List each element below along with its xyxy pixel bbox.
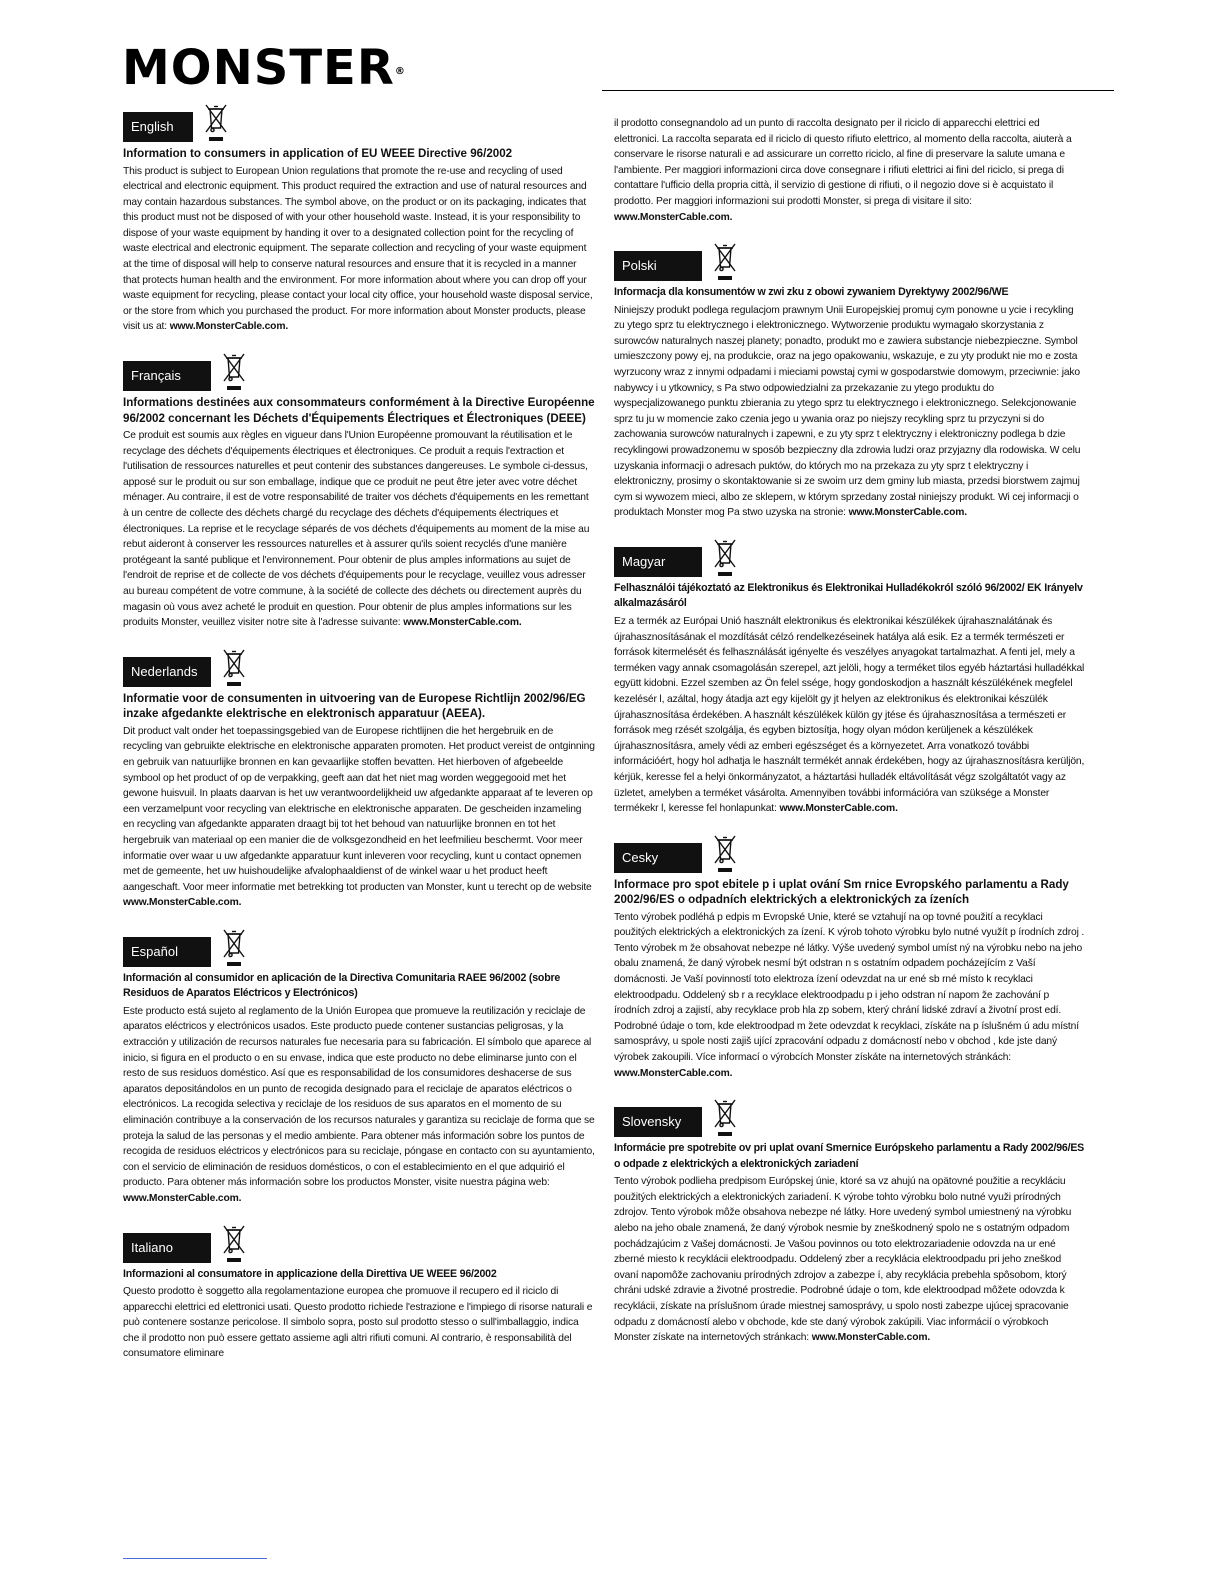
crossed-out-wheelie-bin-icon	[712, 241, 738, 281]
section-body: il prodotto consegnandolo ad un punto di raccolta designato per il riciclo di apparecchi elettrici ed elettronici. La raccolta separata ed il riciclo di questo rifiuto elettrico, al momento della raccolta, aiuterà a conservare le risorse naturali e ad assicurare un corretto riciclo, al fine di preservare la salute umana e l'ambiente. Per maggiori informazioni circa dove consegnare i rifiuti elettrici ai fini del riciclo, si prega di contattare l'ufficio della propria città, il servizio di gestione di rifiuti, o il negozio dove si è acquistato il prodotto. Per maggiori informazioni sui prodotti Monster, si prega di visitare il sito: www.MonsterCable.com.	[614, 118, 1072, 223]
section-title: Informacja dla konsumentów w zwi zku z obowi zywaniem Dyrektywy 2002/96/WE	[614, 286, 1009, 299]
section-body: Questo prodotto è soggetto alla regolamentazione europea che promuove il recupero ed il riciclo di apparecchi elettrici ed elettronici usati. Questo prodotto richiede l'estrazione e l'impiego di risorse naturali e può contenere sostanze pericolose. Il simbolo sopra, posto sul prodotto stesso o sull'imballaggio, indica che il prodotto non può essere gettato assieme agli altri rifiuti comuni. Al contrario, è responsabilità del consumatore eliminare	[123, 1286, 593, 1360]
language-badge-espanol: Español	[123, 937, 211, 967]
header-rule	[602, 90, 1114, 91]
language-badge-magyar: Magyar	[614, 547, 702, 577]
website-link[interactable]: www.MonsterCable.com.	[614, 211, 733, 223]
section-body: Dit product valt onder het toepassingsgebied van de Europese richtlijnen die het hergebruik en de recycling van gebruikte elektrische en elektronische apparaten promoten. Het product vereist de ontginning en gebruik van natuurlijke bronnen en kan gevaarlijke stoffen bevatten. Het hierboven of afgebeelde symbool op het product of op de verpakking, geeft aan dat het niet mag worden weggegooid met het gewone huisvuil. In plaats daarvan is het uw verantwoordelijkheid uw afgedankte apparaat af te leveren op een verzamelpunt voor recycling van elektrische en elektronische apparaten. De gescheiden inzameling en recycling van afgedankte apparaten draagt bij tot het behoud van natuurlijke bronnen en tot het hergebruik van materiaal op een manier die de volksgezondheid en het leefmilieu beschermt. Voor meer informatie over waar u uw afgedankte apparatuur kunt inleveren voor recycling, kunt u contact opnemen met de gemeente, het uw huishoudelijke afvalophaaldienst of de winkel waar u het product heeft aangeschaft. Voor meer informatie met betrekking tot producten van Monster, kunt u terecht op de website www.MonsterCable.com.	[123, 725, 595, 909]
section-title: Felhasználói tájékoztató az Elektronikus és Elektronikai Hulladékokról szóló 96/2002/ EK Irányelv alkalmazásáról	[614, 581, 1083, 610]
language-badge-nederlands: Nederlands	[123, 657, 211, 687]
page-header	[112, 42, 1114, 94]
website-link[interactable]: www.MonsterCable.com.	[811, 1332, 931, 1344]
website-link[interactable]: www.MonsterCable.com.	[169, 321, 289, 333]
section-body: Niniejszy produkt podlega regulacjom prawnym Unii Europejskiej promuj cym ponowne u ycie i recykling zu ytego sprz tu elektrycznego i elektronicznego. Wytworzenie produktu wymagało skorzystania z surowców naturalnych naszej planety; ponadto, produkt mo e zawiera substancje niebezpieczne. Symbol umieszczony powy ej, na produkcie, oraz na jego opakowaniu, wskazuje, e zu yty produkt nie mo e zosta wyrzucony wraz z innymi odpadami i mieciami powstaj cymi w gospodarstwie domowym, przeciwnie: jako nabywcy i u ytkownicy, s Pa stwo odpowiedzialni za przekazanie zu ytego produktu do wyspecjalizowanego punktu zbierania zu ytego sprz tu elektrycznego i elektronicznego. Selekcjonowanie sprz tu ju w momencie zako czenia jego u ywania oraz po niejszy recykling sprz tu przyczyni si do zachowania surowców naturalnych i zapewni, e zu yty sprz t elektryczny i elektroniczny podlega b dzie recyklingowi prowadzonemu w sposób bezpieczny dla zdrowia ludzi oraz przyjazny dla rodowiska. W celu uzyskania informacji o adresach puktów, do których mo na przekaza zu yty sprz t elektryczny i elektroniczny, prosimy o skontaktowanie si ze swoim urz dem gminy lub miasta, przedsi biorstwem zajmuj cym si wywozem mieci, albo ze sklepem, w którym sprzedany został niniejszy produkt. Wi cej informacji o produktach Monster mog Pa stwo uzyska na stronie: www.MonsterCable.com.	[614, 304, 1081, 519]
crossed-out-wheelie-bin-icon	[712, 833, 738, 873]
section-italiano	[123, 1223, 595, 1362]
section-body: Este producto está sujeto al reglamento de la Unión Europea que promueve la reutilización y reciclaje de aparatos eléctricos y electrónicos usados. Este producto puede contener sustancias peligrosas, y la extracción y utilización de recursos naturales fue necesaria para su fabricación. El símbolo que aparece al inicio, si figura en el producto o en su envase, indica que este producto no debe eliminarse junto con el resto de sus residuos doméstico. Así que es responsabilidad de los consumidores deshacerse de sus aparatos depositándolos en un punto de recogida designado para el reciclaje de aparatos eléctricos o electrónicos. La recogida selectiva y reciclaje de los residuos de sus aparatos en el momento de su eliminación contribuye a la conservación de los recursos naturales y garantiza su reciclaje de forma que se proteja la salud de las personas y el medio ambiente. Para obtener más información sobre los puntos de recogida de residuos eléctricos y electrónicos para su reciclaje, póngase en contacto con su ayuntamiento, con el servicio de eliminación de residuos domésticos, o con el establecimiento en el que adquirió el producto. Para obtener más información sobre los productos Monster, visite nuestra página web: www.MonsterCable.com.	[123, 1005, 595, 1204]
section-title: Informazioni al consumatore in applicazione della Direttiva UE WEEE 96/2002	[123, 1267, 497, 1280]
section-title: Información al consumidor en aplicación de la Directiva Comunitaria RAEE 96/2002 (sobre Residuos de Aparatos Eléctricos y Electrónicos)	[123, 971, 561, 1000]
lang-heading	[614, 241, 1086, 281]
section-slovensky	[614, 1097, 1086, 1346]
crossed-out-wheelie-bin-icon	[221, 927, 247, 967]
crossed-out-wheelie-bin-icon	[221, 647, 247, 687]
lang-heading	[123, 927, 595, 967]
language-badge-italiano: Italiano	[123, 1233, 211, 1263]
section-nederlands	[123, 647, 595, 911]
section-body: This product is subject to European Union regulations that promote the re-use and recycling of used electrical and electronic equipment. This product required the extraction and use of natural resources and may contain hazardous substances. The symbol above, on the product or on its packaging, indicates that this product must not be disposed of with your other household waste. Instead, it is your responsibility to dispose of your waste equipment by handing it over to a designated collection point for the recycling of waste electrical and electronic equipment. The separate collection and recycling of your waste equipment at the time of disposal will help to conserve natural resources and ensure that it is recycled in a manner that protects human health and the environment. For more information about where you can drop off your waste equipment for recycling, please contact your local city office, your household waste disposal service, or the store from which you purchased the product. For more information about Monster products, please visit us at: www.MonsterCable.com.	[123, 165, 593, 333]
section-magyar	[614, 537, 1086, 817]
right-column	[614, 116, 1086, 1362]
lang-heading	[123, 351, 595, 391]
section-body: Tento výrobok podlieha predpisom Európskej únie, ktoré sa vz ahujú na opätovné použitie a recykláciu použitých elektrických a elektronických zariadení. K výrobe tohto výrobku bolo nutné využi prírodných zdrojov. Tento výrobok môže obsahova nebezpe né látky. Hore uvedený symbol umiestnený na výrobku alebo na jeho obale znamená, že daný výrobok nesmie by zneškodnený spolo ne s ostatným odpadom pochádzajúcim z Vašej domácnosti. Je Vašou povinnos ou toto elektrozariadenie odovzda na ur ené zberné miesto k recyklácii elektroodpadu. Oddelený zber a recyklácia elektroodpadu pri jeho zneškod ovaní napomôže zachovaniu prírodných zdrojov a zabezpe í, aby recyklácia prebehla spôsobom, ktorý chráni udské zdravie a životné prostredie. Podrobné údaje o tom, kde elektroodpad môžete odovzda k recyklácii, získate na príslušnom úrade miestnej samosprávy, u spolo nosti zabezpe ujúcej spracovanie odpadu z domácností alebo v obchode, kde ste daný výrobok zakúpili. Viac informácií o výrobkoch Monster získate na internetových stránkach: www.MonsterCable.com.	[614, 1176, 1072, 1344]
brand-name: MONSTER	[122, 40, 395, 96]
crossed-out-wheelie-bin-icon	[712, 537, 738, 577]
crossed-out-wheelie-bin-icon	[712, 1097, 738, 1137]
crossed-out-wheelie-bin-icon	[221, 1223, 247, 1263]
section-english	[123, 102, 595, 335]
section-title: Informations destinées aux consommateurs conformément à la Directive Européenne 96/2002 concernant les Déchets d'Équipements Électriques et Électroniques (DEEE)	[123, 396, 595, 425]
monster-logo	[122, 40, 406, 96]
crossed-out-wheelie-bin-icon	[203, 102, 229, 142]
language-badge-cesky: Cesky	[614, 843, 702, 873]
left-column	[123, 102, 595, 1378]
section-italiano-continued	[614, 116, 1086, 225]
section-polski	[614, 241, 1086, 521]
lang-heading	[123, 102, 595, 142]
lang-heading	[123, 647, 595, 687]
section-body: Tento výrobek podléhá p edpis m Evropské Unie, které se vztahují na op tovné použití a recyklaci použitých elektrických a elektronických za ízení. K výrob tohoto výrobku bylo nutné využít p írodních zdroj . Tento výrobek m že obsahovat nebezpe né látky. Výše uvedený symbol umíst ný na výrobku nebo na jeho obalu znamená, že daný výrobek nesmí být odstran n s ostatním odpadem pocházejícím z Vaší domácnosti. Je Vaší povinností toto elektroza ízení odevzdat na ur ené sb rné místo k recyklaci elektroodpadu. Oddelený sb r a recyklace elektroodpadu p i jeho odstran ní napom že zachování p írodních zdroj a zajistí, aby recyklace prob hla zp sobem, který chrání lidské zdraví a životní prost edí. Podrobné údaje o tom, kde elektroodpad m žete odevzdat k recyklaci, získáte na p íslušném ú adu místní samosprávy, u spole nosti zajiš ující zpracování odpadu z domácností nebo v obchod , kde jste daný výrobek zakoupili. Více informací o výrobcích Monster získáte na internetových stránkách: www.MonsterCable.com.	[614, 911, 1085, 1079]
section-title: Informatie voor de consumenten in uitvoering van de Europese Richtlijn 2002/96/EG inzake afgedankte elektrische en elektronisch apparatuur (AEEA).	[123, 691, 586, 721]
lang-heading	[614, 1097, 1086, 1137]
website-link[interactable]: www.MonsterCable.com.	[123, 1193, 242, 1204]
registered-mark: ®	[394, 66, 406, 77]
crossed-out-wheelie-bin-icon	[221, 351, 247, 391]
lang-heading	[123, 1223, 595, 1263]
section-title: Information to consumers in application of EU WEEE Directive 96/2002	[123, 147, 513, 160]
language-badge-english: English	[123, 112, 193, 142]
section-francais	[123, 351, 595, 631]
language-badge-francais: Français	[123, 361, 211, 391]
lang-heading	[614, 833, 1086, 873]
website-link[interactable]: www.MonsterCable.com.	[403, 617, 522, 629]
section-title: Informácie pre spotrebite ov pri uplat ovaní Smernice Európskeho parlamentu a Rady 2002/96/ES o odpade z elektrických a elektronických zariadení	[614, 1142, 1085, 1170]
website-link[interactable]: www.MonsterCable.com.	[779, 803, 898, 815]
website-link[interactable]: www.MonsterCable.com.	[123, 897, 242, 909]
language-badge-slovensky: Slovensky	[614, 1107, 702, 1137]
language-badge-polski: Polski	[614, 251, 702, 281]
website-link[interactable]: www.MonsterCable.com.	[848, 507, 967, 519]
section-cesky	[614, 833, 1086, 1082]
footer-rule	[123, 1558, 267, 1559]
section-espanol	[123, 927, 595, 1207]
section-body: Ez a termék az Európai Unió használt elektronikus és elektronikai készülékek újrahasznalátának és újrahasznosításának el mozdítását célzó rendelkezéseinek hatálya alá esik. Ez a termék természeti er források kitermelését és felhasználását igényelte és veszélyes anyagokat tartalmazhat. A fenti jel, mely a terméken vagy annak csomagolásán szerepel, azt jelöli, hogy a terméket tilos egyéb háztartási hulladékkal együtt kidobni. Ezzel szemben az Ön felel ssége, hogy gondoskodjon a használt készülékének megfelel kezelésér l, azáltal, hogy átadja azt egy kijelölt gy jt helyen az elektronikus és elektronikai készülék újrahasznosítása érdekében. A használt készülékek külön gy jtése és újrahasznosítása a természeti er források meg rzését szolgálja, és egyben biztosítja, hogy olyan módon kerüljenek a készülékek újrahasznosításra, amely védi az emberi egészséget és a környezetet. Arra vonatkozó további információért, hogy hol adhatja le használt termékét annak érdekében, hogy az újrahasznosításra kerüljön, kérjük, keresse fel a helyi önkormányzatot, a háztartási hulladék eltávolítását végz szolgáltatót vagy az üzletet, amelyben a terméket vásárolta. Amennyiben további információra van szüksége a Monster termékekr l, keresse fel honlapunkat: www.MonsterCable.com.	[614, 615, 1085, 815]
website-link[interactable]: www.MonsterCable.com.	[614, 1067, 733, 1079]
lang-heading	[614, 537, 1086, 577]
section-title: Informace pro spot ebitele p i uplat ování Sm rnice Evropského parlamentu a Rady 2002/96/ES o odpadních elektrických a elektronických za ízeních	[614, 877, 1069, 907]
section-body: Ce produit est soumis aux règles en vigueur dans l'Union Européenne promouvant la réutilisation et le recyclage des déchets d'équipements électriques et électroniques. Ce produit a requis l'extraction et l'utilisation de ressources naturelles et peut contenir des substances dangereuses. Le symbole ci-dessus, apposé sur le produit ou sur son emballage, indique que ce produit ne peut être jeter avec votre déchet ménager. Au contraire, il est de votre responsabilité de traiter vos déchets d'équipements en les remettant à un centre de collecte des déchets chargé du recyclage des déchets d'équipements électriques et électroniques. La reprise et le recyclage séparés de vos déchets d'équipements au moment de la mise au rebut aideront à conserver les ressources naturelles et à assurer qu'ils soient recyclés d'une manière protégeant la santé publique et l'environnement. Pour obtenir de plus amples informations au sujet de l'endroit de reprise et de collecte de vos déchets d'équipements pour le recyclage, veuillez vous adresser au bureau compétent de votre commune, à la société de collecte des déchets ou directement auprès du magasin où vous avez acheté le produit en question. Pour obtenir de plus amples informations sur les produits Monster, veuillez visiter notre site à l'adresse suivante: www.MonsterCable.com.	[123, 430, 590, 629]
